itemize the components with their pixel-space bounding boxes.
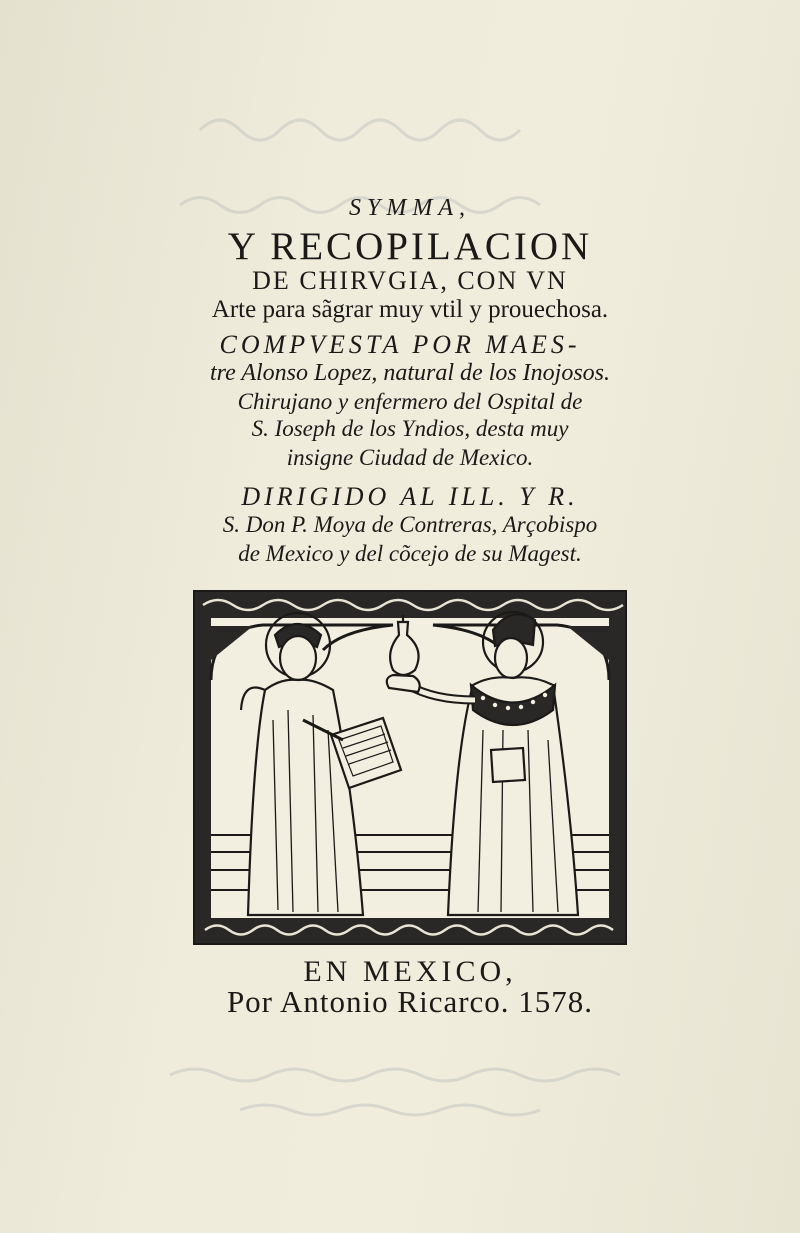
imprint-place: EN MEXICO,: [303, 955, 517, 988]
author-line-compuesta: COMPVESTA POR MAES-: [219, 330, 581, 359]
dedication-line-moya: S. Don P. Moya de Contreras, Arçobispo: [222, 512, 598, 537]
woodcut-illustration: [193, 590, 627, 945]
woodcut-saints-image: [193, 590, 627, 945]
imprint-printer: Por Antonio Ricarco. 1578.: [226, 984, 594, 1019]
dedication-line-mexico: de Mexico y del cõcejo de su Magest.: [238, 541, 582, 566]
title-line-chirurgia: DE CHIRVGIA, CON VN: [252, 266, 568, 295]
dedication-line-dirigido: DIRIGIDO AL ILL. Y R.: [241, 482, 579, 511]
author-line-alonso: tre Alonso Lopez, natural de los Inojosos.: [209, 360, 611, 386]
author-line-ciudad: insigne Ciudad de Mexico.: [286, 445, 534, 470]
author-line-ioseph: S. Ioseph de los Yndios, desta muy: [251, 416, 569, 441]
author-line-chirujano: Chirujano y enfermero del Ospital de: [237, 389, 583, 414]
title-line-arte: Arte para sãgrar muy vtil y prouechosa.: [211, 296, 609, 323]
title-line-summa: SYMMA,: [349, 195, 471, 221]
title-line-recopilacion: Y RECOPILACION: [227, 225, 593, 268]
